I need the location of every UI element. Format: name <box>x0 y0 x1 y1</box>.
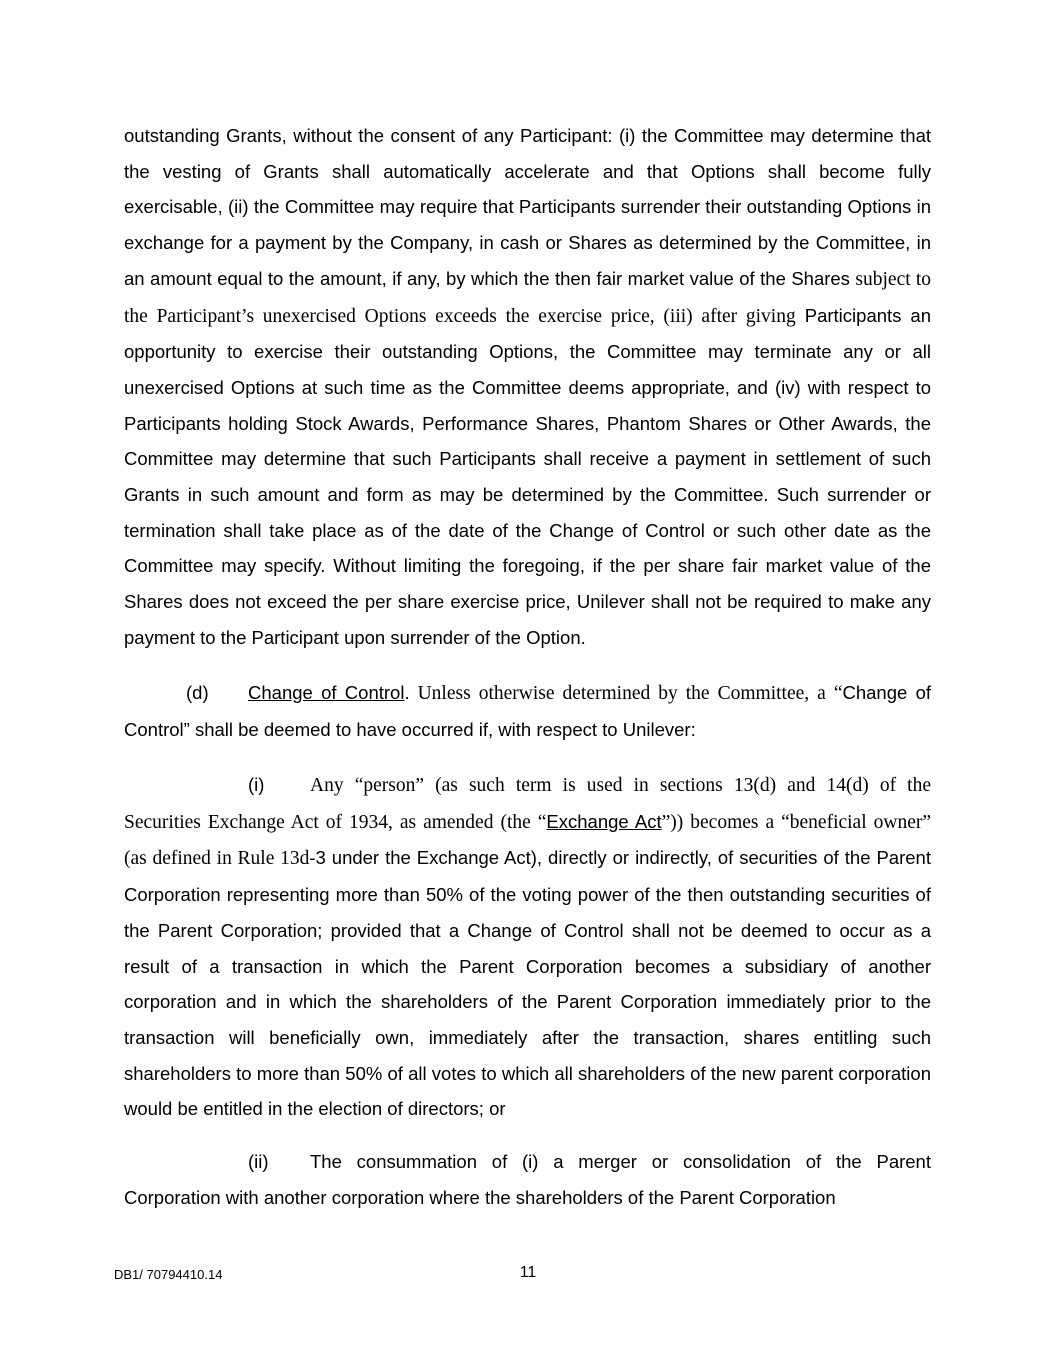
paragraph-c-continuation <box>124 118 931 656</box>
item-ii-paragraph <box>124 1144 931 1215</box>
item-i-paragraph <box>124 767 931 1127</box>
section-d-paragraph <box>124 675 931 747</box>
item-label: (ii) <box>248 1151 269 1172</box>
item-text: -3 under the Exchange Act), directly or indirectly, of securities of the Parent Corporation representing more than 50% of the voting power of the then outstanding securities of the Parent Corporation; provided that a Change of Control shall not be deemed to occur as a result of a transaction in which the Parent Corporation becomes a subsidiary of another corporation and in which the shareholders of the Parent Corporation immediately prior to the transaction will beneficially own, immediately after the transaction, shares entitling such shareholders to more than 50% of all votes to which all shareholders of the new parent corporation would be entitled in the election of directors; or <box>124 847 931 1120</box>
item-text-serif: Any “person” (as such term is used in sections 13(d) and 14(d) of the Securities Exchange Act of 1934, as amended (the “ <box>124 775 931 833</box>
section-heading: Change of Control <box>248 682 405 703</box>
section-text: Change of Control” shall be deemed to have occurred if, with respect to Unilever: <box>124 682 931 740</box>
document-id: DB1/ 70794410.14 <box>114 1267 223 1282</box>
page-number: 11 <box>519 1264 537 1281</box>
paragraph-text: Participants an opportunity to exercise their outstanding Options, the Committee may terminate any or all unexercised Options at such time as the Committee deems appropriate, and (iv) with respect to Participants holding Stock Awards, Performance Shares, Phantom Shares or Other Awards, the Committee may determine that such Participants shall receive a payment in settlement of such Grants in such amount and form as may be determined by the Committee. Such surrender or termination shall take place as of the date of the Change of Control or such other date as the Committee may specify. Without limiting the foregoing, if the per share fair market value of the Shares does not exceed the per share exercise price, Unilever shall not be required to make any payment to the Participant upon surrender of the Option. <box>124 304 931 648</box>
heading-period: . <box>404 682 410 703</box>
item-text-serif: ”)) becomes a “beneficial owner” (as defined in Rule 13d <box>124 811 931 870</box>
item-label: (i) <box>248 774 265 795</box>
defined-term: Exchange Act <box>546 810 662 832</box>
item-text: The consummation of (i) a merger or consolidation of the Parent Corporation with another corporation where the shareholders of the Parent Corporation <box>124 1151 931 1208</box>
paragraph-text: outstanding Grants, without the consent of any Participant: (i) the Committee may determine that the vesting of Grants shall automatically accelerate and that Options shall become fully exercisable, (ii) the Committee may require that Participants surrender their outstanding Options in exchange for a payment by the Company, in cash or Shares as determined by the Committee, in an amount equal to the amount, if any, by which the then fair market value of the Shares <box>124 125 931 289</box>
section-label: (d) <box>186 682 209 703</box>
section-text-serif: Unless otherwise determined by the Committee, a “ <box>409 683 843 704</box>
paragraph-text-serif: subject to the Participant’s unexercised Options exceeds the exercise price, (iii) after giving <box>124 268 931 327</box>
